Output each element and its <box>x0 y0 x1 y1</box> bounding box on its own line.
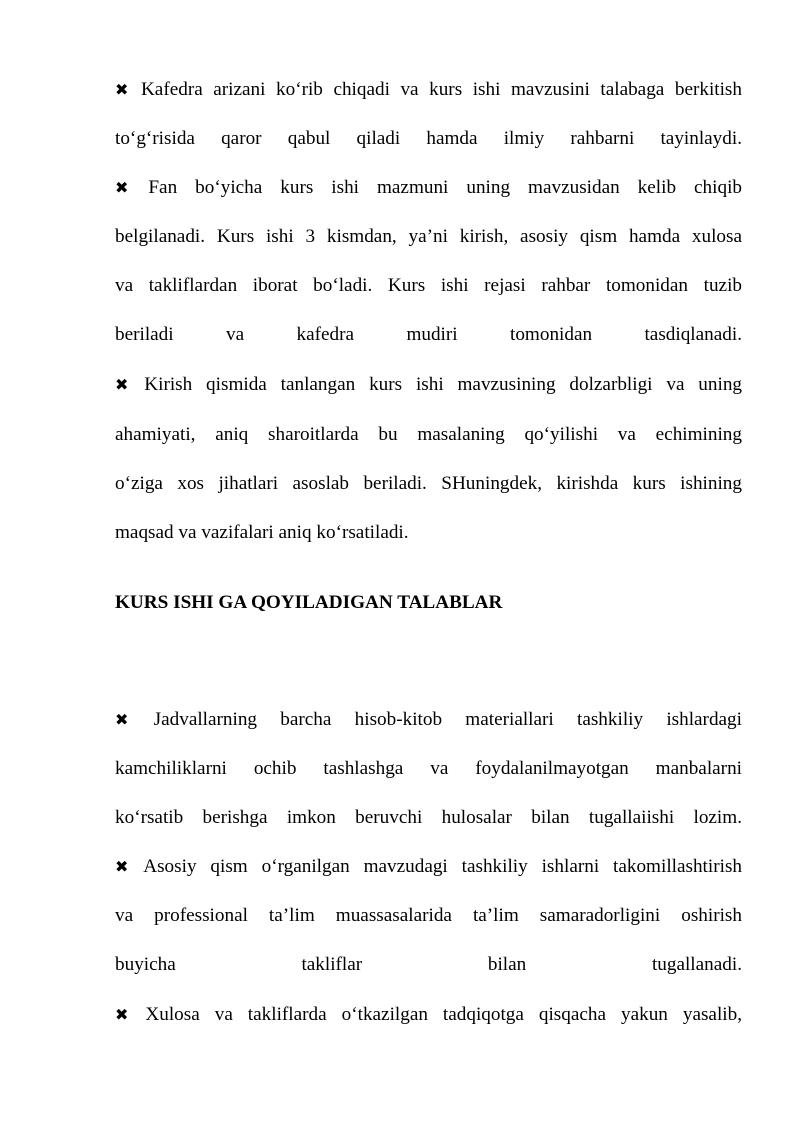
paragraph-3-line-2 <box>115 420 742 450</box>
paragraph-2-line-2 <box>115 222 742 252</box>
text-line: va takliflardan iborat bo‘ladi. Kurs ishi rejasi rahbar tomonidan tuzib <box>115 275 742 296</box>
x-bullet-icon: ✖ <box>115 80 129 99</box>
paragraph-6-line-1 <box>115 1000 742 1030</box>
text-line: Jadvallarning barcha hisob-kitob materiallari tashkiliy ishlardagi <box>153 709 742 730</box>
x-bullet-icon: ✖ <box>115 178 129 197</box>
text-line: to‘g‘risida qaror qabul qiladi hamda ilmiy rahbarni tayinlaydi. <box>115 128 742 149</box>
text-line: maqsad va vazifalari aniq ko‘rsatiladi. <box>115 522 409 543</box>
text-line: ko‘rsatib berishga imkon beruvchi hulosalar bilan tugallaiishi lozim. <box>115 807 742 828</box>
text-line: ahamiyati, aniq sharoitlarda bu masalaning qo‘yilishi va echimining <box>115 424 742 445</box>
paragraph-3-line-4 <box>115 518 742 548</box>
text-line: o‘ziga xos jihatlari asoslab beriladi. SHuningdek, kirishda kurs ishining <box>115 473 742 494</box>
text-line: Asosiy qism o‘rganilgan mavzudagi tashkiliy ishlarni takomillashtirish <box>143 856 742 877</box>
paragraph-5-line-1 <box>115 852 742 882</box>
x-bullet-icon: ✖ <box>115 375 129 394</box>
paragraph-4-line-3 <box>115 803 742 833</box>
text-line: Xulosa va takliflarda o‘tkazilgan tadqiqotga qisqacha yakun yasalib, <box>145 1004 742 1025</box>
heading-text: KURS ISHI GA QOYILADIGAN TALABLAR <box>115 592 503 613</box>
x-bullet-icon: ✖ <box>115 857 129 876</box>
text-line: Fan bo‘yicha kurs ishi mazmuni uning mavzusidan kelib chiqib <box>148 177 742 198</box>
paragraph-5-line-3 <box>115 950 742 980</box>
x-bullet-icon: ✖ <box>115 1005 129 1024</box>
paragraph-1-line-1 <box>115 75 742 105</box>
text-line: belgilanadi. Kurs ishi 3 kismdan, ya’ni kirish, asosiy qism hamda xulosa <box>115 226 742 247</box>
text-line: beriladi va kafedra mudiri tomonidan tasdiqlanadi. <box>115 324 742 345</box>
text-line: buyicha takliflar bilan tugallanadi. <box>115 954 742 975</box>
text-line: Kafedra arizani ko‘rib chiqadi va kurs ishi mavzusini talabaga berkitish <box>140 79 742 100</box>
paragraph-2-line-1 <box>115 173 742 203</box>
text-line: Kirish qismida tanlangan kurs ishi mavzusining dolzarbligi va uning <box>144 374 742 395</box>
section-heading <box>115 588 742 618</box>
paragraph-3-line-3 <box>115 469 742 499</box>
text-line: va professional ta’lim muassasalarida ta’lim samaradorligini oshirish <box>115 905 742 926</box>
paragraph-3-line-1 <box>115 370 742 400</box>
paragraph-2-line-4 <box>115 320 742 350</box>
paragraph-2-line-3 <box>115 271 742 301</box>
paragraph-1-line-2 <box>115 124 742 154</box>
paragraph-4-line-1 <box>115 705 742 735</box>
x-bullet-icon: ✖ <box>115 710 129 729</box>
text-line: kamchiliklarni ochib tashlashga va foydalanilmayotgan manbalarni <box>115 758 742 779</box>
paragraph-4-line-2 <box>115 754 742 784</box>
paragraph-5-line-2 <box>115 901 742 931</box>
